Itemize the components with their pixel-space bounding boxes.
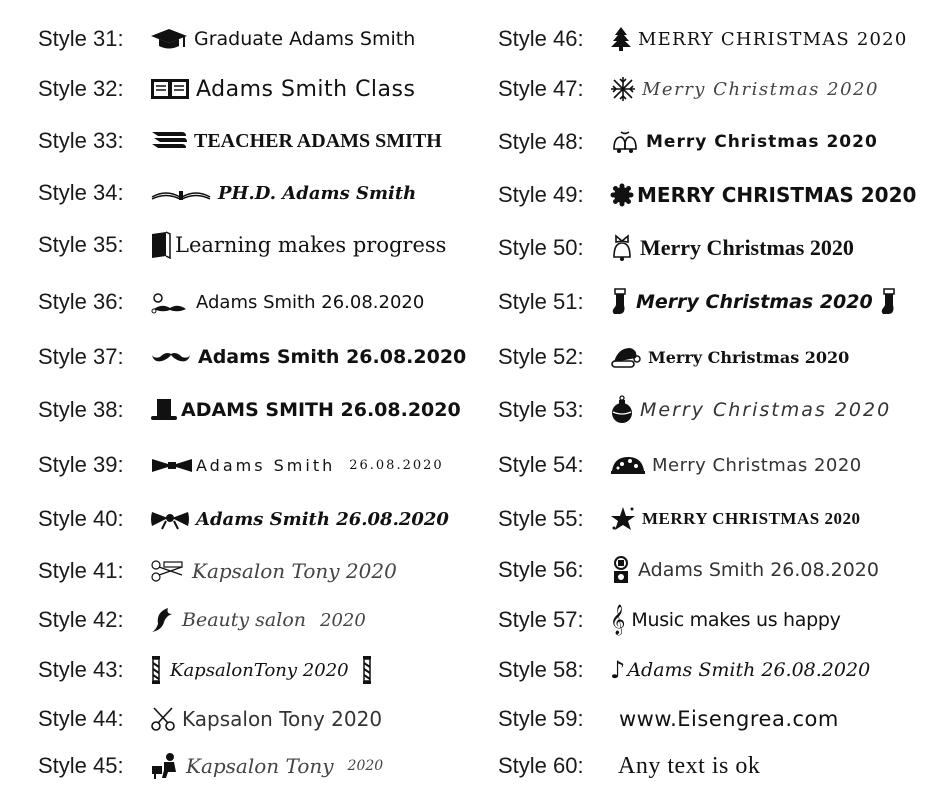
style-row-46 [498, 19, 908, 59]
style-sample [150, 129, 442, 153]
style-label: Style 53: [498, 397, 584, 422]
sample-text: MERRY CHRISTMAS 2020 [642, 509, 861, 528]
style-sample [610, 506, 860, 532]
style-label: Style 32: [38, 76, 124, 101]
style-row-48 [498, 122, 878, 162]
sample-text: MERRY CHRISTMAS 2020 [638, 28, 908, 50]
ornament-ball-icon [610, 395, 634, 425]
style-sample [610, 605, 841, 636]
snowflake-icon [610, 76, 636, 102]
sample-text: Kapsalon Tony 2020 [182, 707, 383, 731]
sample-text: Merry Christmas 2020 [636, 291, 873, 313]
top-hat-icon [150, 397, 178, 423]
sample-text: Adams Smith 26.08.2020 [196, 291, 425, 313]
sample-year: 2020 [320, 609, 366, 631]
bells-icon [610, 129, 640, 155]
sample-year: 2020 [347, 758, 384, 774]
comb-scissors-icon [150, 559, 186, 583]
barber-pole-icon [150, 655, 162, 685]
style-row-60 [498, 746, 760, 786]
style-sample [150, 27, 415, 51]
style-label: Style 34: [38, 180, 124, 205]
barber-chair-icon [150, 752, 180, 780]
stocking-icon [610, 287, 630, 317]
style-row-38 [38, 390, 461, 430]
sample-text: Merry Christmas 2020 [642, 78, 879, 100]
sample-text: Adams Smith [196, 455, 336, 475]
style-row-43 [38, 650, 379, 690]
style-label: Style 41: [38, 558, 124, 583]
sample-text: Kapsalon Tony 2020 [192, 559, 397, 583]
style-sample [619, 707, 839, 731]
style-label: Style 46: [498, 26, 584, 51]
style-label: Style 57: [498, 607, 584, 632]
style-sample [150, 231, 446, 259]
sample-text: Adams Smith 26.08.2020 [638, 559, 879, 581]
style-label: Style 60: [498, 753, 584, 778]
sample-text: ADAMS SMITH 26.08.2020 [181, 399, 461, 421]
style-sample [150, 397, 461, 423]
sample-text: MERRY CHRISTMAS 2020 [637, 183, 917, 207]
sample-text: Music makes us happy [631, 609, 841, 631]
sample-text: TEACHER ADAMS SMITH [194, 129, 442, 152]
style-row-36 [38, 282, 424, 322]
style-row-50 [498, 228, 854, 268]
sample-text: Kapsalon Tony [186, 754, 334, 778]
treble-clef-icon: 𝄞 [610, 604, 626, 635]
style-row-37 [38, 337, 466, 377]
style-row-39 [38, 445, 444, 485]
star-icon [610, 506, 636, 532]
sample-text: Merry Christmas 2020 [640, 399, 892, 421]
style-row-42 [38, 600, 366, 640]
gear-flower-icon [610, 183, 634, 207]
style-label: Style 42: [38, 607, 124, 632]
christmas-tree-icon [610, 26, 632, 52]
style-row-59 [498, 699, 839, 739]
style-label: Style 36: [38, 289, 124, 314]
style-sample [150, 655, 379, 685]
double-bow-icon [150, 508, 190, 530]
open-book-icon [150, 77, 190, 101]
sample-text: Merry Christmas 2020 [648, 347, 850, 367]
style-row-34 [38, 173, 416, 213]
style-sample [610, 26, 908, 52]
style-sample [610, 344, 849, 370]
style-row-49 [498, 175, 916, 215]
style-sample [150, 508, 449, 530]
book-spine-icon [150, 231, 172, 259]
stacked-books-icon [150, 129, 188, 153]
style-row-54 [498, 445, 862, 485]
style-row-55 [498, 499, 860, 539]
style-label: Style 40: [38, 506, 124, 531]
style-label: Style 39: [38, 452, 124, 477]
style-sample [150, 289, 424, 315]
music-note-icon: ♪ [610, 656, 626, 684]
style-label: Style 50: [498, 235, 584, 260]
style-label: Style 48: [498, 129, 584, 154]
style-sample [610, 453, 862, 477]
style-row-56 [498, 550, 879, 590]
sample-text: Learning makes progress [175, 233, 447, 257]
style-label: Style 45: [38, 753, 124, 778]
sample-text: Beauty salon [182, 609, 307, 631]
style-sample [610, 76, 879, 102]
style-label: Style 38: [38, 397, 124, 422]
style-label: Style 59: [498, 706, 584, 731]
style-label: Style 47: [498, 76, 584, 101]
graduation-cap-icon [150, 27, 188, 51]
face-mustache-icon [150, 289, 190, 315]
style-sample [150, 456, 444, 475]
style-row-58 [498, 650, 870, 690]
bow-tie-icon [150, 456, 194, 474]
sample-text: www.Eisengrea.com [619, 707, 839, 731]
sample-text: Adams Smith 26.08.2020 [196, 508, 449, 530]
style-sample [610, 395, 891, 425]
sample-text: Adams Smith 26.08.2020 [198, 346, 467, 368]
mustache-icon [150, 347, 192, 367]
sample-text: Any text is ok [618, 752, 761, 779]
style-row-41 [38, 551, 397, 591]
style-sample [150, 606, 366, 634]
sample-date: 26.08.2020 [349, 457, 444, 473]
style-sample [150, 706, 382, 732]
style-sample [618, 753, 760, 780]
flat-book-icon [150, 183, 212, 203]
style-sample [150, 77, 415, 102]
sample-text: PH.D. Adams Smith [218, 182, 417, 204]
bell-bow-icon [610, 233, 634, 263]
stocking-icon [879, 287, 899, 317]
style-label: Style 33: [38, 128, 124, 153]
style-label: Style 37: [38, 344, 124, 369]
style-row-40 [38, 499, 449, 539]
style-label: Style 35: [38, 232, 124, 257]
style-label: Style 44: [38, 706, 124, 731]
style-sample [150, 559, 397, 583]
style-row-33 [38, 121, 442, 161]
style-row-52 [498, 337, 849, 377]
style-label: Style 43: [38, 657, 124, 682]
santa-hat-icon [610, 344, 642, 370]
sample-text: Merry Christmas 2020 [646, 132, 878, 152]
sample-text: Merry Christmas 2020 [652, 454, 862, 476]
music-player-icon [610, 555, 632, 585]
style-sample [610, 233, 854, 263]
mushroom-hat-icon [610, 453, 646, 477]
style-row-47 [498, 69, 879, 109]
style-row-53 [498, 390, 891, 430]
style-sample [150, 346, 466, 368]
style-sample [610, 555, 879, 585]
sample-text: Adams Smith 26.08.2020 [627, 659, 871, 681]
style-row-45 [38, 746, 383, 786]
style-label: Style 55: [498, 506, 584, 531]
scissors-icon [150, 706, 176, 732]
style-sample [150, 183, 416, 204]
style-label: Style 54: [498, 452, 584, 477]
style-row-57 [498, 600, 841, 640]
style-label: Style 31: [38, 26, 124, 51]
style-label: Style 52: [498, 344, 584, 369]
style-label: Style 58: [498, 657, 584, 682]
sample-text: Graduate Adams Smith [194, 28, 416, 50]
style-row-44 [38, 699, 382, 739]
sample-text: KapsalonTony 2020 [170, 659, 349, 681]
hair-silhouette-icon [150, 606, 176, 634]
style-sample [610, 656, 870, 684]
style-sample [150, 752, 383, 780]
style-label: Style 56: [498, 557, 584, 582]
style-row-35 [38, 225, 446, 265]
sample-text: Merry Christmas 2020 [640, 235, 854, 260]
style-sample [610, 287, 905, 317]
style-sample [610, 183, 916, 207]
style-sample [610, 129, 878, 155]
style-label: Style 49: [498, 182, 584, 207]
barber-pole-icon [361, 655, 373, 685]
style-label: Style 51: [498, 289, 584, 314]
style-row-51 [498, 282, 905, 322]
sample-text: Adams Smith Class [196, 76, 416, 102]
style-row-32 [38, 69, 415, 109]
style-row-31 [38, 19, 415, 59]
